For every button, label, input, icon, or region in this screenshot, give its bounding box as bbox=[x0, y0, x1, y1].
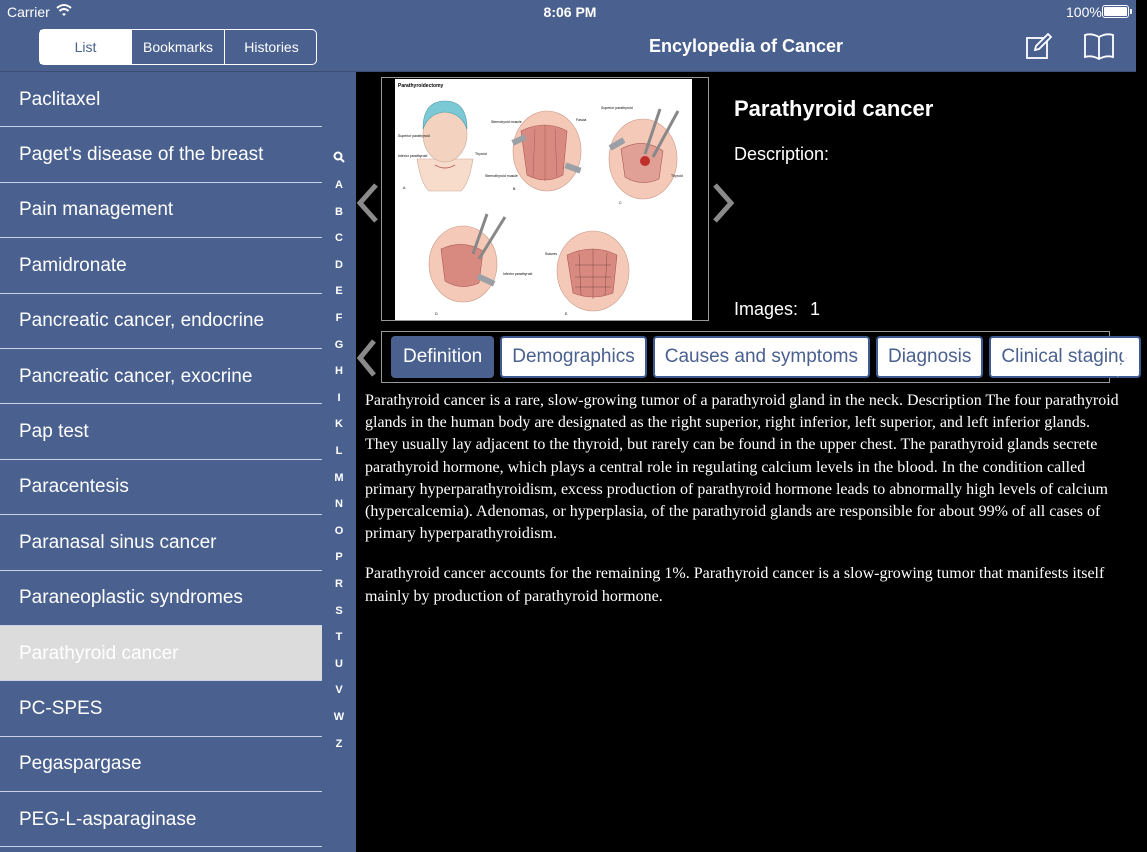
tab-causes-and-symptoms[interactable]: Causes and symptoms bbox=[653, 336, 870, 378]
label-panel-a: A. bbox=[403, 186, 407, 190]
segment-list[interactable]: List bbox=[40, 30, 132, 64]
description-label: Description: bbox=[734, 144, 830, 164]
navigation-bar bbox=[356, 0, 1136, 72]
index-letter[interactable]: F bbox=[335, 312, 343, 324]
topic-row[interactable]: Pancreatic cancer, endocrine bbox=[0, 294, 322, 349]
label-inferior-d: Inferior parathyroid bbox=[503, 272, 533, 276]
index-letter[interactable]: S bbox=[335, 604, 343, 617]
label-sternohyoid: Sternohyoid muscle bbox=[491, 120, 522, 124]
label-sternothyroid: Sternothyroid muscle bbox=[485, 174, 518, 178]
battery-percent: 100% bbox=[1066, 4, 1102, 20]
label-thyroid-c: Thyroid bbox=[671, 174, 683, 178]
chevron-left-icon[interactable] bbox=[356, 182, 380, 224]
index-letter[interactable]: N bbox=[335, 498, 343, 511]
detail-title: Parathyroid cancer bbox=[734, 96, 934, 121]
index-letter[interactable]: B bbox=[335, 205, 343, 218]
article-paragraph-1: Parathyroid cancer is a rare, slow-growing tumor of a parathyroid gland in the neck. Description The four parathyroid glands in the human body are designated as the right superior, right inferior, left superior, and left inferior glands. They usually lay adjacent to the thyroid, but rarely can be found in the upper chest. The parathyroid glands secrete parathyroid hormone, which plays a central role in regulating calcium levels in the blood. In the condition called primary hyperparathyroidism, excess production of parathyroid hormone leads to abnormally high levels of calcium (hypercalcemia). Adenomas, or hyperplasia, of the parathyroid glands are responsible for about 99% of all cases of primary hyperparathyroidism. bbox=[365, 392, 1119, 543]
status-bar-left bbox=[0, 0, 356, 24]
edit-note-icon[interactable] bbox=[1025, 32, 1053, 60]
index-letter[interactable]: Z bbox=[335, 737, 343, 750]
label-fascia: Fascia bbox=[576, 118, 587, 122]
left-pane bbox=[0, 0, 356, 852]
topic-row[interactable]: PEG-L-asparaginase bbox=[0, 792, 322, 847]
wifi-icon bbox=[56, 3, 72, 17]
list-mode-segmented-control bbox=[39, 29, 317, 65]
index-letter[interactable]: V bbox=[335, 684, 343, 697]
page-title: Encylopedia of Cancer bbox=[648, 36, 844, 56]
index-letter[interactable]: W bbox=[333, 711, 345, 723]
chevron-right-icon[interactable] bbox=[711, 182, 735, 224]
battery-tip bbox=[1130, 9, 1132, 14]
index-letter[interactable]: I bbox=[337, 391, 341, 404]
label-superior-right: Superior parathyroid bbox=[601, 106, 633, 110]
figure-title: Parathyroidectomy bbox=[398, 83, 444, 89]
topic-row[interactable]: PC-SPES bbox=[0, 681, 322, 736]
article-text bbox=[365, 390, 1125, 626]
tab-definition[interactable]: Definition bbox=[391, 336, 494, 378]
topic-row[interactable]: Pamidronate bbox=[0, 238, 322, 293]
topic-row[interactable]: Paclitaxel bbox=[0, 72, 322, 127]
images-count: 1 bbox=[810, 299, 821, 319]
tab-clinical-staging[interactable]: Clinical staging bbox=[989, 336, 1141, 378]
topic-row[interactable]: Paget's disease of the breast bbox=[0, 127, 322, 182]
search-icon[interactable] bbox=[333, 151, 345, 163]
index-letter[interactable]: K bbox=[335, 418, 343, 431]
index-letter[interactable]: G bbox=[334, 338, 344, 351]
label-panel-c: C. bbox=[619, 201, 623, 205]
index-letter[interactable]: U bbox=[335, 657, 343, 670]
topic-row[interactable]: Paracentesis bbox=[0, 460, 322, 515]
image-viewer[interactable] bbox=[381, 77, 709, 321]
label-panel-b: B. bbox=[513, 187, 517, 191]
alphabet-index bbox=[322, 148, 356, 788]
index-letter[interactable]: E bbox=[335, 285, 343, 298]
label-panel-d: D. bbox=[435, 312, 439, 316]
index-letter[interactable]: A bbox=[335, 179, 343, 191]
tabs-chevron-right-icon[interactable] bbox=[1112, 338, 1134, 378]
index-letter[interactable]: H bbox=[335, 365, 343, 378]
index-letter[interactable]: R bbox=[335, 578, 343, 590]
index-letter[interactable]: C bbox=[335, 232, 343, 245]
topic-row[interactable]: Paranasal sinus cancer bbox=[0, 515, 322, 570]
section-tabs bbox=[381, 331, 1130, 383]
carrier-label: Carrier bbox=[7, 4, 50, 20]
topic-row[interactable]: Pap test bbox=[0, 404, 322, 459]
parathyroidectomy-illustration bbox=[395, 79, 692, 320]
label-inferior-left: Inferior parathyroid bbox=[398, 154, 428, 158]
label-panel-e: E. bbox=[565, 312, 569, 316]
index-letter[interactable]: O bbox=[334, 524, 344, 537]
battery-icon bbox=[1102, 5, 1129, 18]
book-icon[interactable] bbox=[1083, 32, 1115, 60]
topic-row[interactable]: Paraneoplastic syndromes bbox=[0, 571, 322, 626]
topic-row[interactable]: Pancreatic cancer, exocrine bbox=[0, 349, 322, 404]
topic-list bbox=[0, 72, 322, 847]
topic-row[interactable]: Pain management bbox=[0, 183, 322, 238]
article-paragraph-2: Parathyroid cancer accounts for the remaining 1%. Parathyroid cancer is a slow-growing tumor that manifests itself mainly by production of parathyroid hormone. bbox=[365, 565, 1105, 605]
index-letter[interactable]: T bbox=[335, 631, 343, 644]
label-thyroid-a: Thyroid bbox=[475, 152, 487, 156]
index-letter[interactable]: L bbox=[335, 445, 343, 457]
topic-row[interactable]: Pegaspargase bbox=[0, 737, 322, 792]
tabs-chevron-left-icon[interactable] bbox=[356, 338, 378, 378]
index-letter[interactable]: P bbox=[335, 551, 343, 564]
segment-bookmarks[interactable]: Bookmarks bbox=[132, 30, 225, 64]
topic-row[interactable]: Parathyroid cancer bbox=[0, 626, 322, 681]
segment-histories[interactable]: Histories bbox=[244, 39, 299, 55]
images-label: Images: bbox=[734, 299, 799, 319]
label-superior-left: Superior parathyroid bbox=[398, 134, 430, 138]
label-sutures: Sutures bbox=[545, 252, 558, 256]
status-time: 8:06 PM bbox=[543, 4, 597, 20]
index-letter[interactable]: D bbox=[335, 258, 343, 271]
tab-diagnosis[interactable]: Diagnosis bbox=[876, 336, 983, 378]
index-letter[interactable]: M bbox=[334, 471, 344, 484]
tab-demographics[interactable]: Demographics bbox=[500, 336, 647, 378]
detail-content bbox=[356, 72, 1136, 852]
